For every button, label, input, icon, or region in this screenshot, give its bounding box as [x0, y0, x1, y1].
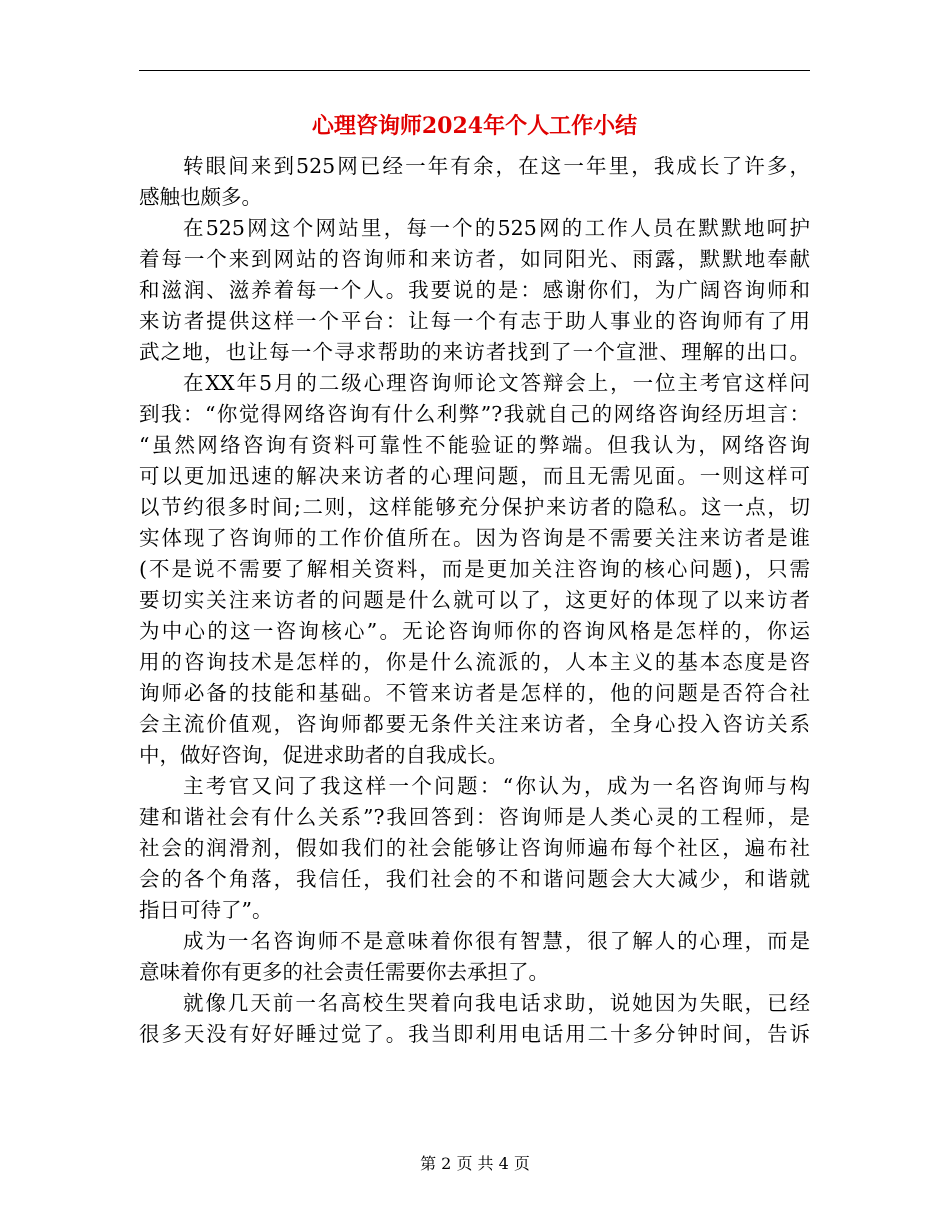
text-line: (不是说不需要了解相关资料，而是更加关注咨询的核心问题)，只需: [139, 557, 810, 581]
text-line: 在525网这个网站里，每一个的525网的工作人员在默默地呵护: [183, 216, 810, 240]
text-line: 武之地，也让每一个寻求帮助的来访者找到了一个宣泄、理解的出口。: [139, 340, 810, 364]
text-line: 会主流价值观，咨询师都要无条件关注来访者，全身心投入咨访关系: [139, 712, 810, 736]
text-line: 意味着你有更多的社会责任需要你去承担了。: [139, 960, 549, 984]
text-line: 为中心的这一咨询核心”。无论咨询师你的咨询风格是怎样的，你运: [139, 619, 810, 643]
text-line: 很多天没有好好睡过觉了。我当即利用电话用二十多分钟时间，告诉: [139, 1022, 810, 1046]
text-line: 以节约很多时间;二则，这样能够充分保护来访者的隐私。这一点，切: [139, 495, 810, 519]
text-line: 会的各个角落，我信任，我们社会的不和谐问题会大大减少，和谐就: [139, 867, 810, 891]
text-line: 要切实关注来访者的问题是什么就可以了，这更好的体现了以来访者: [139, 588, 810, 612]
text-line: 来访者提供这样一个平台：让每一个有志于助人事业的咨询师有了用: [139, 309, 810, 333]
text-line: 建和谐社会有什么关系”?我回答到：咨询师是人类心灵的工程师，是: [139, 805, 810, 829]
header-rule: [139, 70, 810, 71]
text-line: “虽然网络咨询有资料可靠性不能验证的弊端。但我认为，网络咨询: [139, 433, 810, 457]
text-line: 主考官又问了我这样一个问题：“你认为，成为一名咨询师与构: [183, 774, 810, 798]
text-line: 实体现了咨询师的工作价值所在。因为咨询是不需要关注来访者是谁: [139, 526, 810, 550]
paragraph-5: [139, 926, 810, 988]
text-line: 用的咨询技术是怎样的，你是什么流派的，人本主义的基本态度是咨: [139, 650, 810, 674]
paragraph-1: [139, 151, 810, 213]
text-line: 在XX年5月的二级心理咨询师论文答辩会上，一位主考官这样问: [183, 371, 810, 395]
text-line: 指日可待了”。: [139, 898, 273, 922]
text-line: 和滋润、滋养着每一个人。我要说的是：感谢你们，为广阔咨询师和: [139, 278, 810, 302]
paragraph-3: [139, 368, 810, 771]
text-line: 成为一名咨询师不是意味着你很有智慧，很了解人的心理，而是: [183, 929, 810, 953]
document-body: [139, 151, 810, 1050]
text-line: 就像几天前一名高校生哭着向我电话求助，说她因为失眠，已经: [183, 991, 810, 1015]
text-line: 到我：“你觉得网络咨询有什么利弊”?我就自己的网络咨询经历坦言：: [139, 402, 810, 426]
text-line: 转眼间来到525网已经一年有余，在这一年里，我成长了许多，: [183, 154, 810, 178]
page-number-footer: 第 2 页 共 4 页: [420, 1154, 530, 1173]
text-line: 社会的润滑剂，假如我们的社会能够让咨询师遍布每个社区，遍布社: [139, 836, 810, 860]
text-line: 可以更加迅速的解决来访者的心理问题，而且无需见面。一则这样可: [139, 464, 810, 488]
text-line: 询师必备的技能和基础。不管来访者是怎样的，他的问题是否符合社: [139, 681, 810, 705]
document-title: 心理咨询师2024年个人工作小结: [311, 113, 638, 139]
text-line: 中，做好咨询，促进求助者的自我成长。: [139, 743, 508, 767]
text-line: 感触也颇多。: [139, 185, 262, 209]
paragraph-6: [139, 988, 810, 1050]
text-line: 着每一个来到网站的咨询师和来访者，如同阳光、雨露，默默地奉献: [139, 247, 810, 271]
paragraph-2: [139, 213, 810, 368]
paragraph-4: [139, 771, 810, 926]
